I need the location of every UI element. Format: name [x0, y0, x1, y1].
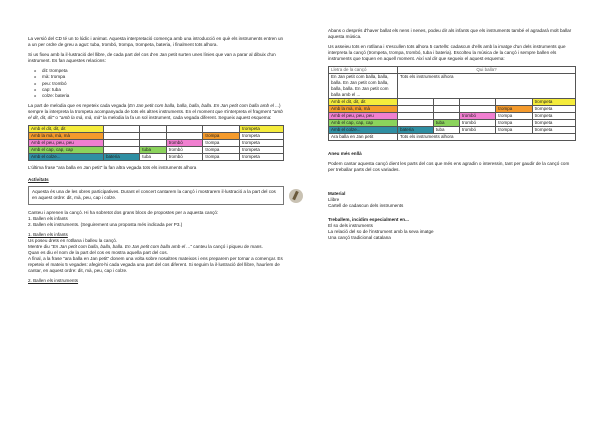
treballem-list: El so dels instruments La relació del so de l'instrument amb la seva imatge Una cançó tradicional catalana	[328, 223, 434, 241]
section-heading-treballem: Treballem, incidim especialment en...	[328, 217, 409, 223]
table-row: Amb la mà, mà, mà trompa trompeta	[29, 133, 284, 140]
instrument-scheme-table	[28, 125, 284, 161]
table-row: Amb el peu, peu, peu trombó trompa trompeta	[329, 113, 576, 120]
material-list: Llibre Cartell de cadascun dels instruments	[328, 196, 404, 208]
who-dances-table	[328, 66, 576, 141]
right-column	[328, 28, 576, 245]
aneu-paragraph: Podem cantar aquesta cançó dient les parts del cos que més ens agradin o interessin, tant per gaudir de la cançó com per treballar parts del cos variades.	[328, 160, 570, 172]
table-row: Amb el peu, peu, peu trombó trompa trompeta	[29, 140, 284, 147]
ballen-infants-section: 1. Ballen els infants Us poseu drets en rotllana i balleu la cançó. Mentre diu "En Jan petit com balla, balla, balla. En Jan petit com balla amb el ..." canteu la cançó i piqueu de mans. Quan es diu el nom de la part del cos es mostra aquella part del cos. A final, a la frase "ara balla en Jan petit" donem una volta sobre nosaltres mateixos i ens preparem per tornar a començar. Es repeteix el mateix 5 vegades: afegint-hi cada vegada una part del cos diferent. Si seguim la il·lustració del llibre, hauríem de cantar, en aquest ordre: dit, mà, peu, cap i colze.	[28, 231, 283, 274]
intro-paragraph: La versió del CD té un to lúdic i animat. Aquesta interpretació comença amb una introducció en què els instruments entren un a un per ordre de greu a agut: tuba, trombó, trompa, trompeta, bateria, i finalment tots alhora.	[28, 36, 284, 48]
table-header: Lletra de la cançó Qui balla?	[329, 67, 576, 74]
illustration-paragraph: Si us fixeu amb la il·lustració del llibre, de cada part del cos d'en Jan petit surten unes línies que van a parar al dibuix d'un instrument. Es fan aquestes relacions:	[28, 52, 276, 64]
participative-box: Aquesta és una de les obres participatives. Durant el concert cantarem la cançó i mostrarem il·lustració a la part del cos en aquest ordre: dit, mà, peu, cap i colze.	[28, 186, 284, 204]
relation-item: o cap: tuba	[42, 87, 284, 93]
ballen-instruments-heading: 2. Ballen els instruments	[28, 278, 79, 284]
table-row: Amb el colze... bateria tuba trombó trompa trompeta	[29, 154, 284, 161]
table-row: Amb el cap, cap, cap tuba trombó trompa trompeta	[29, 147, 284, 154]
microphone-icon	[289, 189, 303, 203]
relation-item: o colze: bateria	[42, 93, 284, 99]
relations-list	[28, 68, 284, 98]
table-row: Amb el cap, cap, cap tuba trombó trompa trompeta	[329, 120, 576, 127]
melody-paragraph: La part de melodia que es repeteix cada vegada (En Jan petit com balla, balla, balla, balla. En Jan petit com balla amb el ...) sempre la interpreta la trompeta acompanyada de tots els altres instruments. En el moment que s'interpreta el fragment "amb el dit, dit, dit" o "amb la mà, mà, mà" la melodia la fa un sol instrument, cada vegada diferent. Segueix aquest esquema:	[28, 102, 283, 121]
proposals-paragraph: Canteu i aprenen la cançó. Hi ha sobretot dos grans blocs de propostes per a aquesta cançó: 1. Ballen els infants 2. Ballen els instruments. (Seguirement una proposta més indicada per P3.)	[28, 209, 219, 227]
table-row: Amb el dit, dit, dit trompeta	[29, 126, 284, 133]
section-heading-activitats: Activitats	[28, 177, 49, 183]
right-intro2: Us asseieu tots en rotllana i s'escullen tots alhora 5 cartells: cadascun d'ells amb la imatge d'un dels instruments que interpreta la cançó (trompeta, trompa, trombó, tuba i bateria). Escolteu la música de la cançó i sempre ballen els instruments que toquen en aquell moment. Així val dir que segueix el aquest esquema:	[328, 44, 566, 62]
left-column	[28, 36, 284, 289]
table-row: Amb el dit, dit, dit trompeta	[329, 99, 576, 106]
last-phrase: L'última frase "ara balla en Jan petit" la fan altra vegada tots els instruments alhora	[28, 165, 197, 171]
table-row: Ara balla en Jan petit Tots els instruments alhora	[329, 134, 576, 141]
section-heading-material: Material	[328, 190, 346, 196]
right-intro: Abans o després d'haver ballat els nens i nenes, podeu dir als infants que els instruments també el agradarà molt ballar aquesta música.	[328, 28, 572, 40]
table-row: Amb la mà, mà, mà trompa trompeta	[329, 106, 576, 113]
relation-item: o dit: trompeta	[42, 68, 284, 74]
relation-item: o peu: trombó	[42, 81, 284, 87]
table-row: En Jan petit com balla, balla, balla. En Jan petit com balla, balla, balla. En Jan petit com balla amb el ... Tots els instruments alhora	[329, 74, 576, 99]
relation-item: o mà: trompa	[42, 74, 284, 80]
section-heading-aneu: Aneu més enllà	[328, 151, 362, 157]
table-row: Amb el colze... bateria tuba trombó trompa trompeta	[329, 127, 576, 134]
